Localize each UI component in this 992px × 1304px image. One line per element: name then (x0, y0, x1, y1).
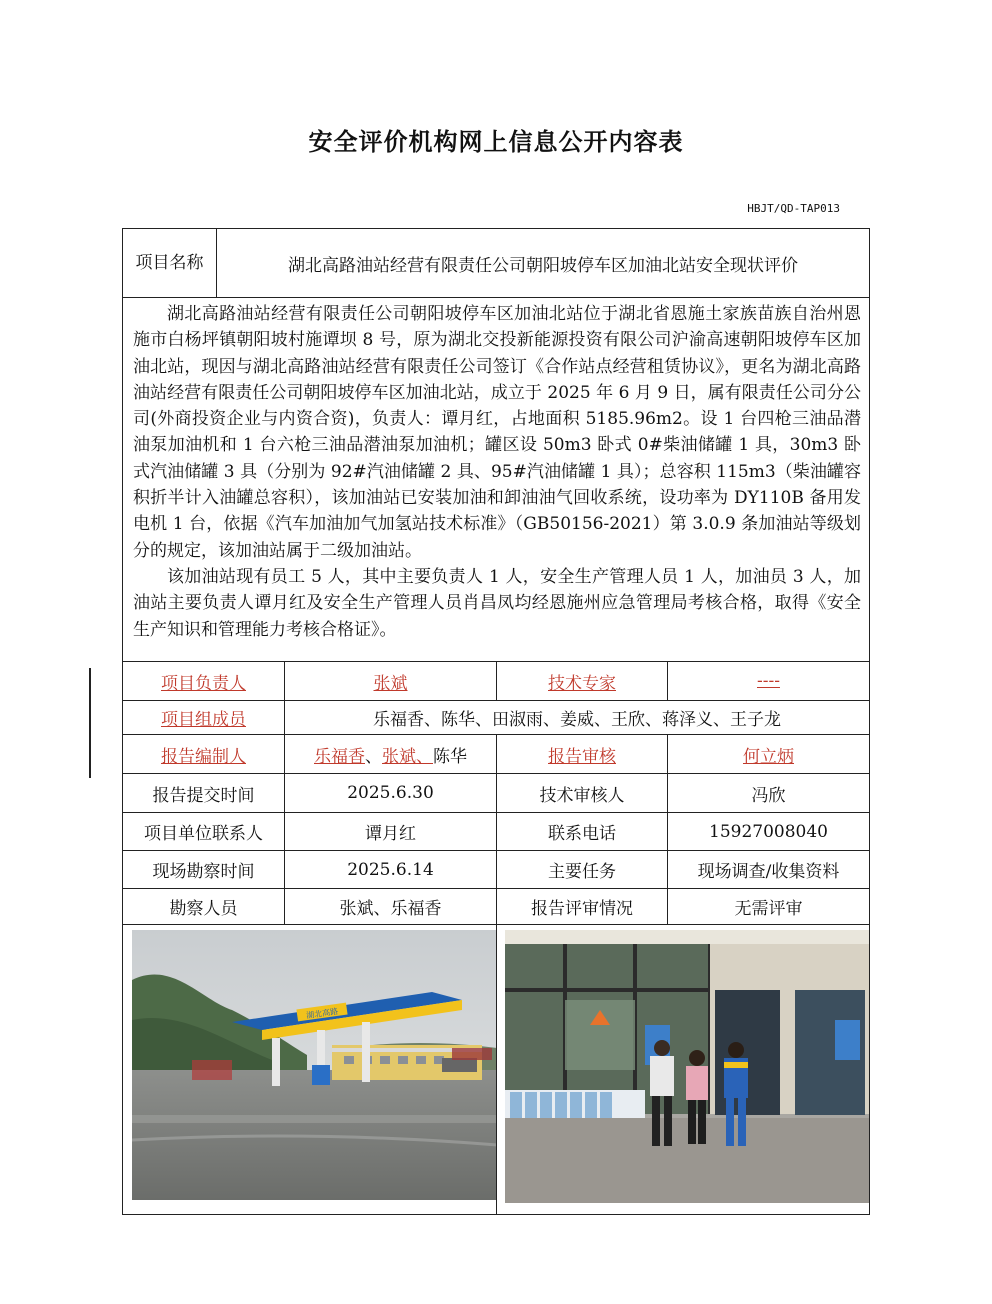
surveyor-label: 勘察人员 (123, 889, 285, 925)
project-name-label: 项目名称 (123, 229, 217, 298)
review-value-link[interactable]: 何立炳 (743, 746, 794, 767)
page-title: 安全评价机构网上信息公开内容表 (308, 127, 684, 156)
document-code: HBJT/QD-TAP013 (747, 202, 840, 215)
leader-value[interactable] (285, 662, 497, 701)
leader-label-link[interactable]: 项目负责人 (161, 673, 246, 694)
description-row (123, 298, 870, 662)
task-value: 现场调查/收集资料 (668, 851, 870, 889)
review-label[interactable] (497, 735, 668, 774)
contact-label: 项目单位联系人 (123, 813, 285, 851)
project-name-value: 湖北高路油站经营有限责任公司朝阳坡停车区加油北站安全现状评价 (217, 229, 870, 298)
photo-cell-right (497, 925, 870, 1215)
leader-label[interactable] (123, 662, 285, 701)
members-label[interactable] (123, 701, 285, 735)
compiler-row (123, 735, 870, 774)
project-description (123, 298, 870, 662)
surveyor-value: 张斌、乐福香 (285, 889, 497, 925)
survey-time-value: 2025.6.14 (285, 851, 497, 889)
compiler-rest: 陈华 (433, 746, 467, 767)
description-paragraph-2: 该加油站现有员工 5 人，其中主要负责人 1 人，安全生产管理人员 1 人，加油员 3 人，加油站主要负责人谭月红及安全生产管理人员肖昌凤均经恩施州应急管理局考核合格，取得《安全生产知识和管理能力考核合格证》。 (133, 566, 861, 640)
submit-value: 2025.6.30 (285, 774, 497, 813)
surveyor-row (123, 889, 870, 925)
review-status-label: 报告评审情况 (497, 889, 668, 925)
description-paragraph-1: 湖北高路油站经营有限责任公司朝阳坡停车区加油北站位于湖北省恩施土家族苗族自治州恩施市白杨坪镇朝阳坡村施谭坝 8 号，原为湖北交投新能源投资有限公司沪渝高速朝阳坡停车区加油北站，现因与湖北高路油站经营有限责任公司签订《合作站点经营租赁协议》，更名为湖北高路油站经营有限责任公司朝阳坡停车区加油北站，成立于 2025 年 6 月 9 日，属有限责任公司分公司(外商投资企业与内资合资)，负责人：谭月红，占地面积 5185.96m2。设 1 台四枪三油品潜油泵加油机和 1 台六枪三油品潜油泵加油机；罐区设 50m3 卧式 0#柴油储罐 1 具，30m3 卧式汽油储罐 3 具（分别为 92#汽油储罐 2 具、95#汽油储罐 1 具）；总容积 115m3（柴油罐容积折半计入油罐总容积），该加油站已安装加油和卸油油气回收系统，设功率为 DY110B 备用发电机 1 台，依据《汽车加油加气加氢站技术标准》（GB50156-2021）第 3.0.9 条加油站等级划分的规定，该加油站属于二级加油站。 (133, 304, 862, 561)
staff-photo (505, 930, 870, 1203)
review-value[interactable] (668, 735, 870, 774)
submit-label: 报告提交时间 (123, 774, 285, 813)
canopy-sign-text: 湖北高路 (305, 1006, 339, 1021)
phone-value: 15927008040 (668, 813, 870, 851)
expert-value[interactable] (668, 662, 870, 701)
members-value: 乐福香、陈华、田淑雨、姜威、王欣、蒋泽义、王子龙 (285, 701, 870, 735)
task-label: 主要任务 (497, 851, 668, 889)
submit-row (123, 774, 870, 813)
leader-value-link[interactable]: 张斌 (373, 673, 408, 694)
compiler-link-1[interactable]: 乐福香 (314, 746, 365, 767)
review-status-value: 无需评审 (668, 889, 870, 925)
expert-label[interactable] (497, 662, 668, 701)
info-table (122, 228, 870, 1215)
margin-mark (89, 668, 91, 778)
expert-value-link[interactable]: ---- (757, 671, 780, 691)
project-name-row (123, 229, 870, 298)
review-label-link[interactable]: 报告审核 (548, 746, 616, 767)
phone-label: 联系电话 (497, 813, 668, 851)
photo-cell-left (123, 925, 497, 1215)
survey-time-label: 现场勘察时间 (123, 851, 285, 889)
tech-review-label: 技术审核人 (497, 774, 668, 813)
tech-review-value: 冯欣 (668, 774, 870, 813)
leader-row (123, 662, 870, 701)
compiler-label[interactable] (123, 735, 285, 774)
contact-value: 谭月红 (285, 813, 497, 851)
compiler-label-link[interactable]: 报告编制人 (161, 746, 246, 767)
compiler-separator: 、 (365, 746, 382, 767)
contact-row (123, 813, 870, 851)
compiler-value (285, 735, 497, 774)
photos-row (123, 925, 870, 1215)
survey-time-row (123, 851, 870, 889)
expert-label-link[interactable]: 技术专家 (548, 673, 616, 694)
members-label-link[interactable]: 项目组成员 (161, 710, 246, 730)
members-row (123, 701, 870, 735)
compiler-link-2[interactable]: 张斌、 (382, 746, 433, 767)
gas-station-photo (132, 930, 497, 1200)
